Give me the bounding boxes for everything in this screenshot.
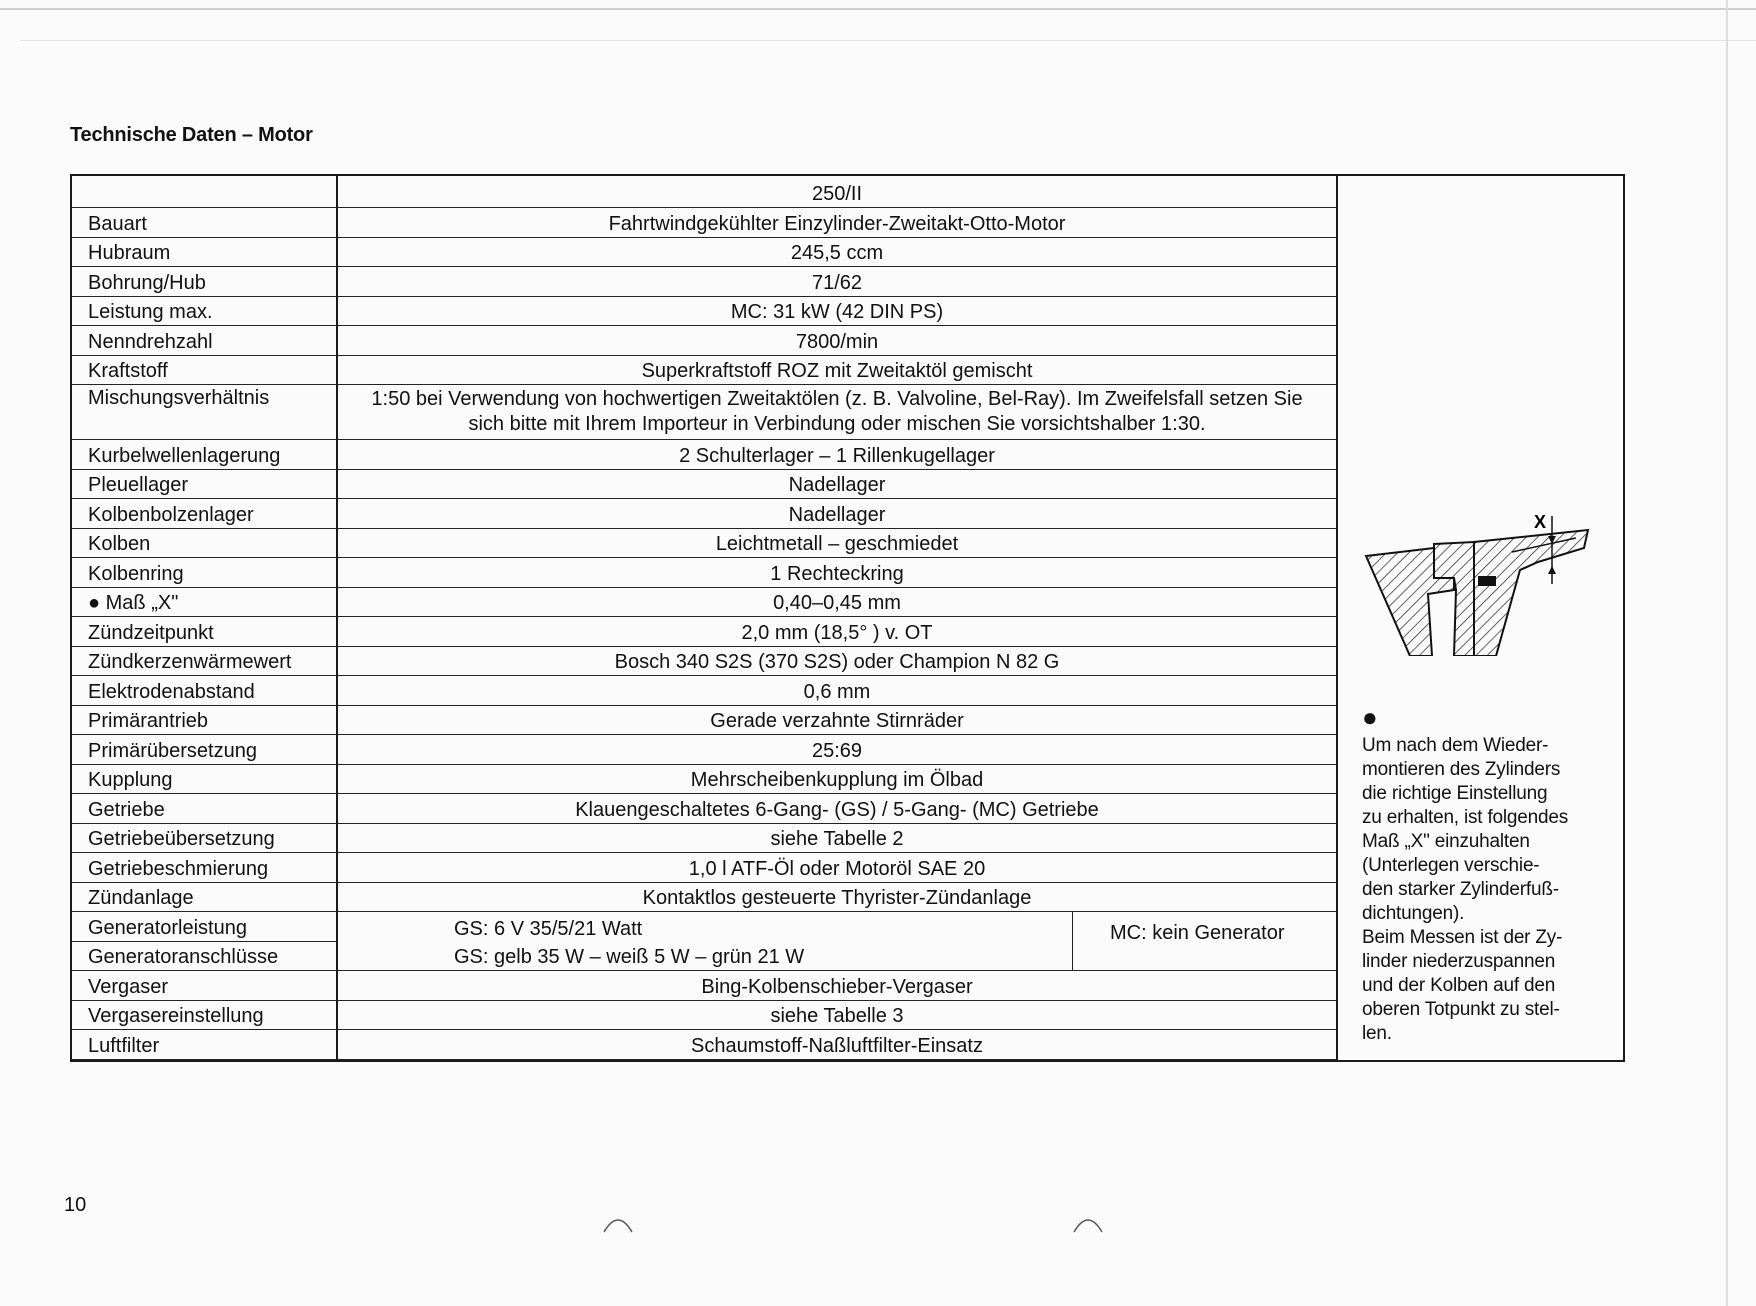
spec-row-label (72, 765, 336, 795)
spec-value: 2,0 mm (18,5° ) v. OT (741, 621, 933, 644)
spec-row-value (338, 765, 1336, 795)
spec-row-value (338, 297, 1336, 327)
spec-row-value (338, 208, 1336, 238)
spec-row-label (72, 470, 336, 500)
side-note-text: Um nach dem Wieder- montieren des Zylinders die richtige Einstellung zu erhalten, ist folgendes Maß „X" einzuhalten (Unterlegen verschie- den starker Zylinderfuß- dichtungen). Beim Messen ist der Zy- linder niederzuspannen und der Kolben auf den oberen Totpunkt zu stel- len. (1362, 735, 1569, 1044)
spec-row-label (72, 735, 336, 765)
spec-label: Nenndrehzahl (88, 330, 213, 353)
header-label-cell (72, 176, 336, 208)
model-header-row (338, 176, 1336, 208)
page-number: 10 (64, 1194, 87, 1216)
generator-mc-value: MC: kein Generator (1110, 922, 1285, 944)
spec-value: Schaumstoff-Naßluftfilter-Einsatz (691, 1034, 983, 1057)
spec-row-label (72, 912, 336, 942)
spec-value: Gerade verzahnte Stirnräder (710, 710, 964, 732)
spec-label: ● Maß „X" (88, 592, 179, 614)
spec-row-value (338, 529, 1336, 559)
spec-value: 0,40–0,45 mm (773, 592, 901, 614)
spec-label: Vergaser (88, 975, 169, 998)
spec-value: 1,0 l ATF-Öl oder Motoröl SAE 20 (688, 857, 986, 880)
spec-label: Kolbenbolzenlager (88, 503, 254, 526)
spec-value: Kontaktlos gesteuerte Thyrister-Zündanlage (642, 887, 1032, 909)
spec-value: GS: gelb 35 W – weiß 5 W – grün 21 W (454, 946, 805, 968)
spec-label: Mischungsverhältnis (88, 387, 270, 409)
spec-label: Generatoranschlüsse (88, 946, 279, 968)
spec-row-label (72, 794, 336, 824)
spec-value: siehe Tabelle 2 (770, 828, 904, 850)
spec-row-value (338, 853, 1336, 883)
spec-value: Klauengeschaltetes 6-Gang- (GS) / 5-Gang- (MC) Getriebe (575, 798, 1099, 821)
spec-value: Nadellager (788, 474, 886, 496)
spec-label: Bohrung/Hub (88, 271, 206, 294)
spec-row-label (72, 883, 336, 913)
spec-row-value (338, 676, 1336, 706)
spec-row-value (338, 558, 1336, 588)
spec-row-value (338, 794, 1336, 824)
spec-row-value (338, 238, 1336, 268)
spec-label: Primärantrieb (88, 710, 209, 732)
spec-row-label (72, 676, 336, 706)
spec-label: Generatorleistung (88, 916, 247, 939)
spec-label: Bauart (88, 212, 147, 235)
piston-measurement-diagram (1362, 486, 1602, 656)
spec-row-label (72, 267, 336, 297)
label-column (72, 176, 338, 1060)
spec-label: Hubraum (88, 242, 171, 264)
spec-label: Pleuellager (88, 474, 189, 496)
spec-label: Kolbenring (88, 562, 184, 585)
spec-row-label (72, 824, 336, 854)
value-column (338, 176, 1338, 1060)
spec-value: 1 Rechteckring (770, 562, 904, 585)
spec-value: 7800/min (795, 330, 879, 353)
spec-label: Leistung max. (88, 301, 213, 323)
spec-row-value (338, 1001, 1336, 1031)
spec-row-label (72, 356, 336, 386)
spec-label: Luftfilter (88, 1034, 160, 1057)
spec-row-label (72, 942, 336, 972)
spec-row-label (72, 297, 336, 327)
scan-edge-line (20, 40, 1756, 41)
spec-row-label (72, 440, 336, 470)
spec-label: Kolben (88, 533, 151, 555)
spec-row-value (338, 824, 1336, 854)
spec-value: Leichtmetall – geschmiedet (715, 533, 959, 555)
side-note-column (1338, 176, 1623, 1060)
spec-row-label (72, 238, 336, 268)
spec-label: Zündzeitpunkt (88, 621, 214, 644)
binder-hole-mark (1072, 1214, 1104, 1234)
spec-row-label (72, 706, 336, 736)
generator-mc-cell (1072, 912, 1336, 971)
model-header: 250/II (811, 183, 863, 205)
spec-value: Fahrtwindgekühlter Einzylinder-Zweitakt-Otto-Motor (608, 212, 1066, 235)
spec-value: 1:50 bei Verwendung von hochwertigen Zweitaktölen (z. B. Valvoline, Bel-Ray). Im Zweifelsfall setzen Sie sich bitte mit Ihrem Importeur in Verbindung oder mischen Sie vorsichtshalber 1:30. (371, 388, 1303, 435)
spec-value: 71/62 (811, 271, 863, 294)
spec-label: Kupplung (88, 769, 173, 791)
spec-label: Getriebeschmierung (88, 857, 269, 880)
spec-row-value (338, 267, 1336, 297)
spec-row-label (72, 385, 336, 440)
spec-row-label (72, 588, 336, 618)
spec-row-label (72, 499, 336, 529)
spec-label: Zündkerzenwärmewert (88, 651, 292, 673)
spec-row-value (338, 588, 1336, 618)
spec-label: Vergasereinstellung (88, 1005, 264, 1027)
bullet-icon: ● (1362, 702, 1378, 732)
spec-row-value (338, 1030, 1336, 1060)
spec-row-label (72, 971, 336, 1001)
spec-value: Bing-Kolbenschieber-Vergaser (701, 975, 973, 998)
spec-table (70, 174, 1625, 1062)
spec-row-value (338, 385, 1336, 440)
spec-value: 245,5 ccm (790, 242, 884, 264)
spec-row-value (338, 706, 1336, 736)
spec-value: Bosch 340 S2S (370 S2S) oder Champion N 82 G (614, 651, 1060, 673)
spec-value: 0,6 mm (803, 680, 871, 703)
spec-value: Mehrscheibenkupplung im Ölbad (690, 769, 984, 791)
spec-value: siehe Tabelle 3 (770, 1005, 904, 1027)
spec-row-label (72, 647, 336, 677)
spec-row-value (338, 470, 1336, 500)
scan-edge-right (1726, 0, 1728, 1306)
spec-row-label (72, 853, 336, 883)
spec-row-label (72, 1001, 336, 1031)
page-heading: Technische Daten – Motor (70, 124, 313, 146)
spec-row-value (338, 356, 1336, 386)
spec-row-label (72, 529, 336, 559)
spec-label: Getriebeübersetzung (88, 828, 275, 850)
spec-row-value (338, 440, 1336, 470)
spec-row-value (338, 326, 1336, 356)
scan-edge-top (0, 8, 1756, 10)
spec-label: Primärübersetzung (88, 739, 257, 762)
spec-row-value (338, 883, 1336, 913)
diagram-x-label: X (1534, 512, 1547, 532)
spec-row-label (72, 617, 336, 647)
spec-row-value (338, 617, 1336, 647)
spec-value: Nadellager (788, 503, 886, 526)
spec-value: MC: 31 kW (42 DIN PS) (730, 301, 944, 323)
spec-row-value (338, 971, 1336, 1001)
binder-hole-mark (602, 1214, 634, 1234)
generator-block (338, 912, 1336, 971)
spec-row-value (338, 647, 1336, 677)
spec-label: Kraftstoff (88, 360, 168, 382)
spec-value: GS: 6 V 35/5/21 Watt (454, 917, 643, 940)
spec-label: Kurbelwellenlagerung (88, 444, 281, 467)
spec-row-label (72, 1030, 336, 1060)
spec-label: Zündanlage (88, 887, 194, 909)
spec-row-value (338, 499, 1336, 529)
spec-value: 25:69 (811, 739, 863, 762)
spec-row-label (72, 326, 336, 356)
spec-label: Elektrodenabstand (88, 680, 255, 703)
spec-label: Getriebe (88, 798, 165, 821)
spec-value: 2 Schulterlager – 1 Rillenkugellager (679, 444, 995, 467)
spec-value: Superkraftstoff ROZ mit Zweitaktöl gemischt (641, 360, 1033, 382)
spec-row-label (72, 558, 336, 588)
spec-row-value (338, 735, 1336, 765)
spec-row-label (72, 208, 336, 238)
